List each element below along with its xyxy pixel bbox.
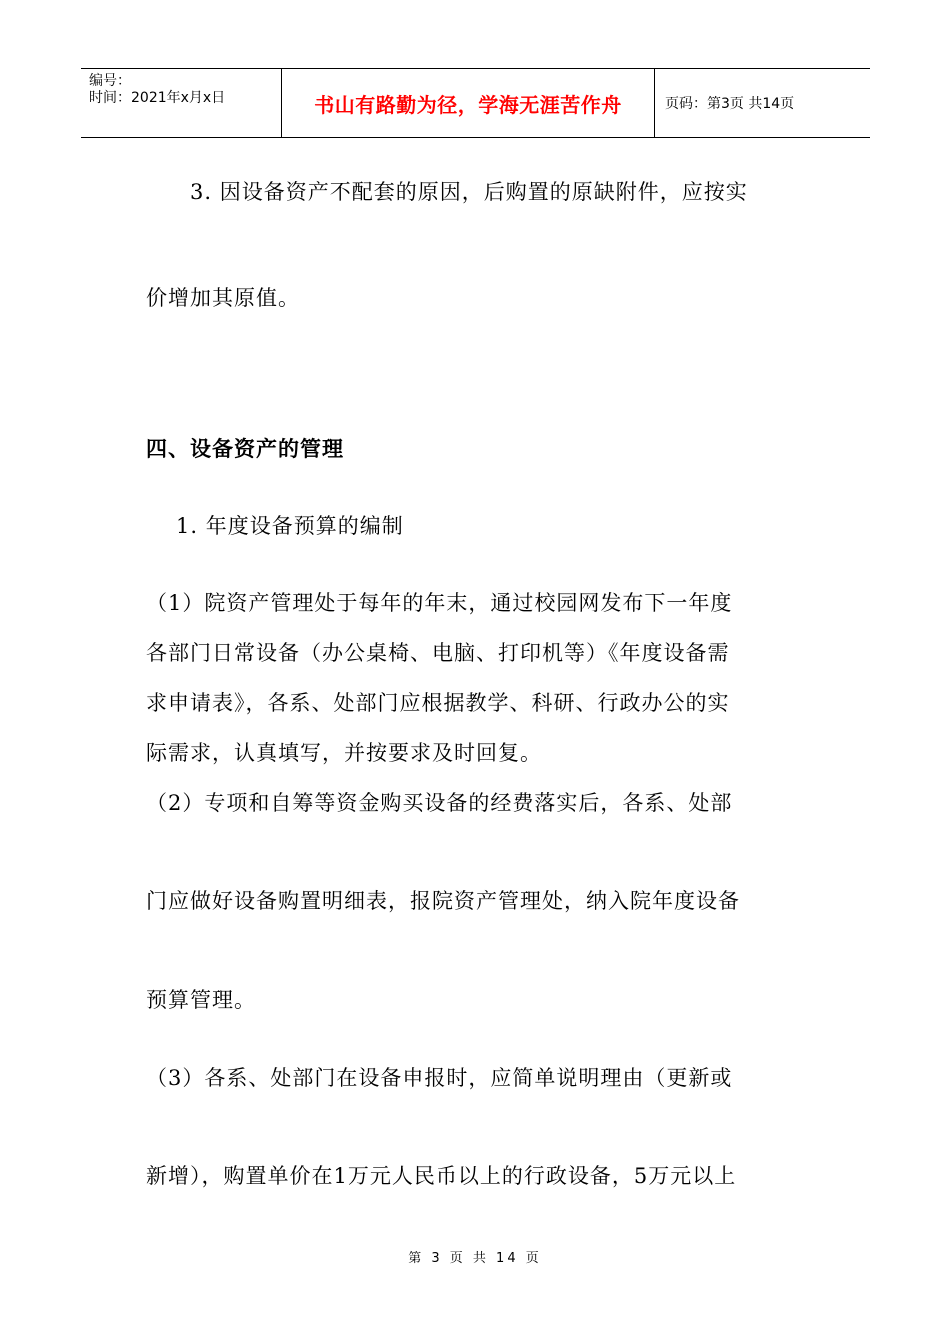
body-line: 门应做好设备购置明细表，报院资产管理处，纳入院年度设备 — [146, 889, 740, 913]
body-line: 际需求，认真填写，并按要求及时回复。 — [146, 741, 542, 765]
body-line: 价增加其原值。 — [146, 286, 300, 310]
body-line: （1）院资产管理处于每年的年末，通过校园网发布下一年度 — [146, 591, 733, 615]
time-label: 时间：2021年x月x日 — [89, 90, 226, 106]
body-line: 3. 因设备资产不配套的原因，后购置的原缺附件，应按实 — [190, 180, 748, 204]
body-line: 求申请表》，各系、处部门应根据教学、科研、行政办公的实 — [146, 691, 730, 715]
body-line: （2）专项和自筹等资金购买设备的经费落实后，各系、处部 — [146, 791, 733, 815]
page-footer: 第 3 页 共 14 页 — [408, 1251, 542, 1266]
body-line: （3）各系、处部门在设备申报时，应简单说明理由（更新或 — [146, 1066, 733, 1090]
subsection-heading: 1. 年度设备预算的编制 — [176, 514, 404, 538]
section-heading: 四、设备资产的管理 — [146, 437, 344, 461]
header-motto: 书山有路勤为径，学海无涯苦作舟 — [282, 69, 655, 137]
document-header — [81, 68, 870, 138]
number-label: 编号： — [89, 73, 131, 89]
header-page-info: 页码：第3页 共14页 — [665, 96, 795, 112]
body-line: 预算管理。 — [146, 988, 256, 1012]
header-meta — [81, 69, 282, 137]
body-line: 新增），购置单价在1万元人民币以上的行政设备，5万元以上 — [146, 1164, 737, 1188]
body-line: 各部门日常设备（办公桌椅、电脑、打印机等）《年度设备需 — [146, 641, 730, 665]
